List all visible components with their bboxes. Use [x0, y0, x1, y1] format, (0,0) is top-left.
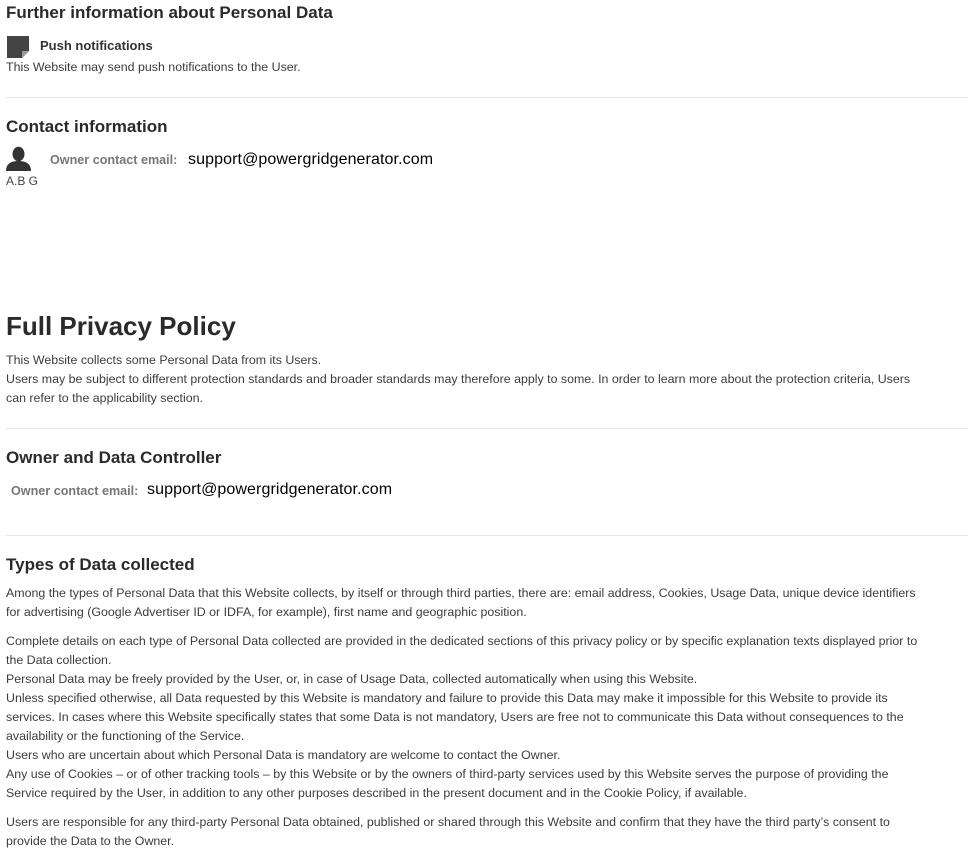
paragraph-line: Unless specified otherwise, all Data requested by this Website is mandatory and failure to provide this Data may make it impossible for this Website to provide its	[6, 691, 888, 705]
intro-line: can refer to the applicability section.	[6, 391, 203, 405]
push-notifications-title: Push notifications	[40, 38, 153, 53]
owner-contact-email[interactable]: support@powergridgenerator.com	[188, 151, 434, 168]
person-icon	[6, 146, 31, 171]
paragraph-line: availability or the functioning of the Service.	[6, 729, 245, 743]
paragraph-line: services. In cases where this Website specifically states that some Data is not mandatory, Users are free not to communicate this Data without consequences to the	[6, 710, 904, 724]
divider	[6, 535, 968, 536]
full-privacy-policy-heading: Full Privacy Policy	[6, 311, 236, 341]
types-of-data-heading: Types of Data collected	[6, 555, 195, 574]
paragraph-line: Personal Data may be freely provided by the User, or, in case of Usage Data, collected automatically when using this Website.	[6, 672, 698, 686]
intro-line: This Website collects some Personal Data from its Users.	[6, 353, 322, 367]
divider	[6, 97, 968, 98]
push-notifications-text: This Website may send push notifications to the User.	[6, 60, 301, 74]
paragraph-line: Users who are uncertain about which Personal Data is mandatory are welcome to contact the Owner.	[6, 748, 561, 762]
paragraph-line: Among the types of Personal Data that this Website collects, by itself or through third parties, there are: email address, Cookies, Usage Data, unique device identifiers	[6, 586, 916, 600]
intro-line: Users may be subject to different protection standards and broader standards may therefore apply to some. In order to learn more about the protection criteria, Users	[6, 372, 911, 386]
further-info-heading: Further information about Personal Data	[6, 3, 333, 22]
paragraph-line: the Data collection.	[6, 653, 112, 667]
paragraph-line: provide the Data to the Owner.	[6, 834, 175, 848]
owner-controller-email[interactable]: support@powergridgenerator.com	[147, 481, 393, 498]
owner-controller-heading: Owner and Data Controller	[6, 448, 222, 467]
owner-contact-label: Owner contact email:	[50, 153, 178, 167]
types-paragraph-3	[6, 813, 966, 851]
paragraph-line: Users are responsible for any third-party Personal Data obtained, published or shared through this Website and confirm that they have the third party’s consent to	[6, 815, 890, 829]
paragraph-line: for advertising (Google Advertiser ID or IDFA, for example), first name and geographic position.	[6, 605, 527, 619]
divider	[6, 428, 968, 429]
contact-info-heading: Contact information	[6, 117, 168, 136]
push-notification-icon	[7, 36, 29, 58]
paragraph-line: Service required by the User, in addition to any other purposes described in the present document and in the Cookie Policy, if available.	[6, 786, 747, 800]
owner-controller-label: Owner contact email:	[11, 484, 139, 498]
owner-name: A.B G	[6, 174, 39, 188]
paragraph-line: Any use of Cookies – or of other tracking tools – by this Website or by the owners of third-party services used by this Website serves the purpose of providing the	[6, 767, 889, 781]
full-policy-intro	[6, 351, 966, 408]
types-paragraph-2	[6, 632, 966, 803]
paragraph-line: Complete details on each type of Personal Data collected are provided in the dedicated sections of this privacy policy or by specific explanation texts displayed prior to	[6, 634, 918, 648]
types-paragraph-1	[6, 584, 966, 622]
